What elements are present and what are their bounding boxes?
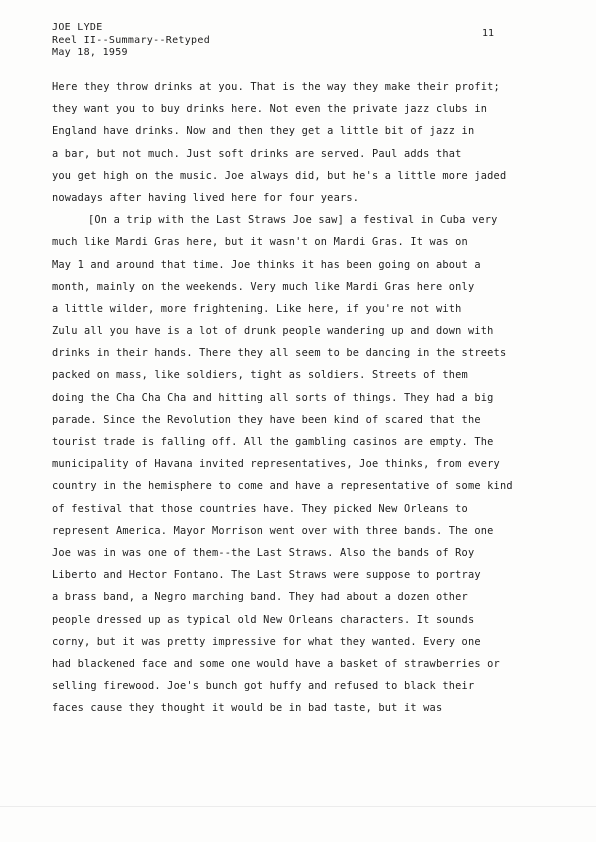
text-line: country in the hemisphere to come and have a representative of some kind (52, 480, 513, 493)
text-line: Joe was in was one of them--the Last Straws. Also the bands of Roy (52, 546, 475, 559)
text-line: packed on mass, like soldiers, tight as soldiers. Streets of them (52, 369, 468, 382)
text-line: Liberto and Hector Fontano. The Last Straws were suppose to portray (52, 569, 481, 582)
page-bottom-rule (0, 806, 596, 807)
text-line: a brass band, a Negro marching band. They had about a dozen other (52, 591, 468, 604)
text-line: corny, but it was pretty impressive for what they wanted. Every one (52, 635, 481, 648)
text-line: a bar, but not much. Just soft drinks are served. Paul adds that (52, 147, 462, 160)
document-header (52, 22, 210, 60)
text-line: much like Mardi Gras here, but it wasn't on Mardi Gras. It was on (52, 236, 468, 249)
text-line: municipality of Havana invited representatives, Joe thinks, from every (52, 458, 500, 471)
text-line: May 1 and around that time. Joe thinks it has been going on about a (52, 258, 481, 271)
text-line: faces cause they thought it would be in bad taste, but it was (52, 702, 443, 715)
text-line: Here they throw drinks at you. That is the way they make their profit; (52, 81, 500, 93)
text-line: people dressed up as typical old New Orleans characters. It sounds (52, 613, 475, 626)
text-line: of festival that those countries have. They picked New Orleans to (52, 502, 468, 515)
text-line: nowadays after having lived here for four years. (52, 191, 360, 204)
text-line: parade. Since the Revolution they have been kind of scared that the (52, 413, 481, 426)
body-text (52, 76, 552, 719)
text-line: you get high on the music. Joe always did, but he's a little more jaded (52, 169, 507, 182)
text-line: month, mainly on the weekends. Very much like Mardi Gras here only (52, 280, 475, 293)
reel-label: Reel II--Summary--Retyped (52, 34, 211, 46)
text-line: [On a trip with the Last Straws Joe saw] a festival in Cuba very (88, 214, 498, 227)
page-number: 11 (482, 28, 495, 39)
text-line: drinks in their hands. There they all seem to be dancing in the streets (52, 347, 507, 360)
text-line: doing the Cha Cha Cha and hitting all sorts of things. They had a big (52, 391, 494, 404)
interview-date: May 18, 1959 (52, 47, 128, 58)
text-line: had blackened face and some one would have a basket of strawberries or (52, 657, 500, 670)
text-line: they want you to buy drinks here. Not even the private jazz clubs in (52, 103, 488, 116)
text-line: represent America. Mayor Morrison went over with three bands. The one (52, 524, 494, 537)
text-line: Zulu all you have is a lot of drunk people wandering up and down with (52, 325, 494, 338)
text-line: tourist trade is falling off. All the gambling casinos are empty. The (52, 436, 494, 448)
text-line: a little wilder, more frightening. Like here, if you're not with (52, 302, 462, 315)
interviewee-name: JOE LYDE (52, 22, 103, 33)
text-line: England have drinks. Now and then they get a little bit of jazz in (52, 125, 475, 138)
text-line: selling firewood. Joe's bunch got huffy and refused to black their (52, 680, 475, 693)
